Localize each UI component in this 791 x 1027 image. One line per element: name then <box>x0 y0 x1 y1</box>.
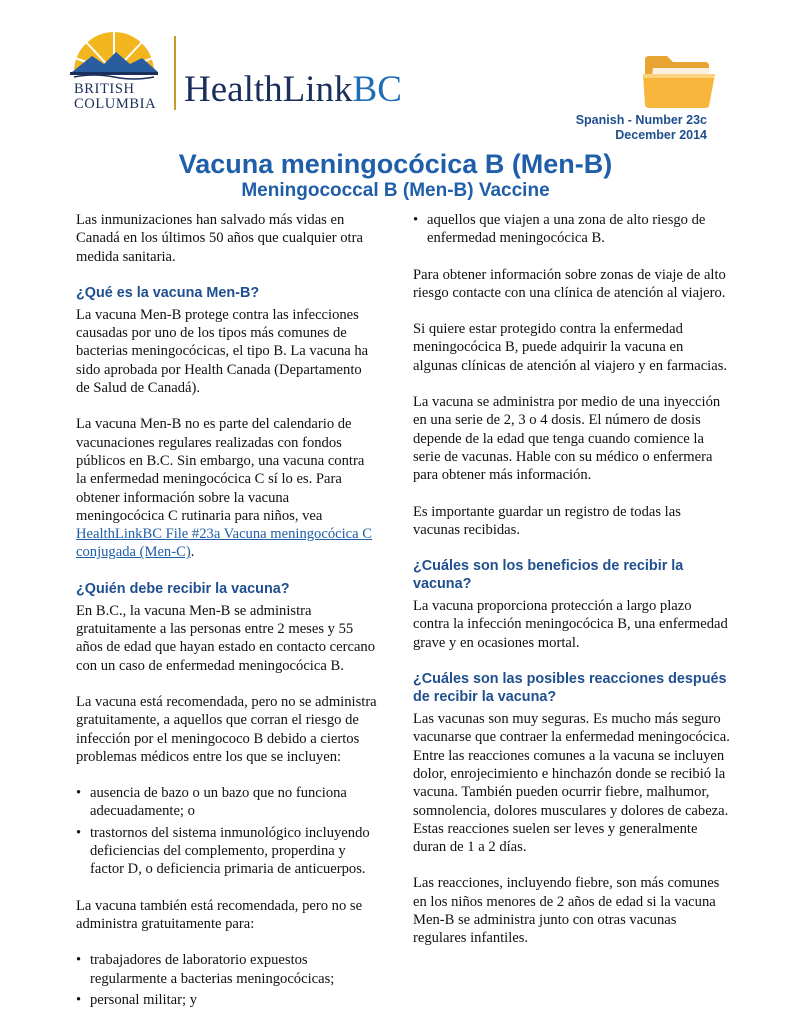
page-header <box>0 0 791 142</box>
file-meta <box>576 113 707 143</box>
list-item: • aquellos que viajen a una zona de alto riesgo de enfermedad meningocócica B. <box>413 211 731 248</box>
heading-what-is: ¿Qué es la vacuna Men-B? <box>76 284 260 301</box>
who-paragraph-2: La vacuna está recomendada, pero no se administra gratuitamente, a aquellos que corran el riesgo de infección por el meningococo B debido a ciertos problemas médicos entre los que se incluyen: <box>76 693 377 765</box>
list-item: • personal militar; y <box>76 991 378 1009</box>
bc-line2: COLUMBIA <box>74 96 157 112</box>
file-date: December 2014 <box>615 128 707 142</box>
what-paragraph-2 <box>76 415 378 561</box>
list-item: • trabajadores de laboratorio expuestos regularmente a bacterias meningocócicas; <box>76 951 378 988</box>
heading-reactions: ¿Cuáles son las posibles reacciones después de recibir la vacuna? <box>413 671 727 706</box>
brand-accent: BC <box>352 69 402 110</box>
healthlinkbc-file-23a-link[interactable]: HealthLinkBC File #23a Vacuna meningocócica C conjugada (Men-C) <box>76 526 372 561</box>
left-column <box>76 211 378 1027</box>
healthlinkbc-wordmark <box>184 70 402 110</box>
bc-sun-mountain-logo <box>66 30 162 82</box>
what-paragraph-2-text: La vacuna Men-B no es parte del calendario de vacunaciones regulares realizadas con fondos públicos en B.C. Sin embargo, una vacuna contra la enfermedad meningocócica C sí lo es. Para obtener información sobre la vacuna meningocócica C rutinaria para niños, vea <box>76 416 365 524</box>
travel-paragraph: Para obtener información sobre zonas de viaje de alto riesgo contacte con una clínica de atención al viajero. <box>413 266 726 301</box>
reactions-paragraph-2: Las reacciones, incluyendo fiebre, son más comunes en los niños menores de 2 años de edad si la vacuna Men-B se administra junto con otras vacunas regulares infantiles. <box>413 875 720 947</box>
list-item: • trastornos del sistema inmunológico incluyendo deficiencias del complemento, properdina y factor D, o deficiencia primaria de anticuerpos. <box>76 824 378 879</box>
benefits-paragraph: La vacuna proporciona protección a largo plazo contra la infección meningocócica B, una enfermedad grave y en ocasiones mortal. <box>413 598 728 651</box>
purchase-paragraph: Si quiere estar protegido contra la enfermedad meningocócica B, puede adquirir la vacuna en algunas clínicas de atención al viajero y en farmacias. <box>413 321 728 374</box>
header-divider <box>174 36 176 110</box>
heading-benefits: ¿Cuáles son los beneficios de recibir la vacuna? <box>413 558 684 593</box>
file-language: Spanish - Number 23c <box>575 113 707 127</box>
dose-paragraph: La vacuna se administra por medio de una inyección en una serie de 2, 3 o 4 dosis. El número de dosis depende de la edad que tenga cuando comience la serie de vacunas. Hable con su médico o enfermera para obtener más información. <box>413 394 721 484</box>
what-paragraph-1: La vacuna Men-B protege contra las infecciones causadas por uno de los tipos más comunes de bacterias meningocócicas, el tipo B. La vacuna ha sido aprobada por Health Canada (Departamento de Salud de Canadá). <box>76 306 369 397</box>
heading-who-should: ¿Quién debe recibir la vacuna? <box>76 580 290 597</box>
record-paragraph: Es importante guardar un registro de todas las vacunas recibidas. <box>413 503 681 538</box>
who-paragraph-3: La vacuna también está recomendada, pero no se administra gratuitamente para: <box>76 897 363 932</box>
brand-main: HealthLink <box>184 69 353 110</box>
recommended-groups-list-continued <box>413 211 731 248</box>
reactions-paragraph-1: Las vacunas son muy seguras. Es mucho más seguro vacunarse que contraer la enfermedad meningocócica. Entre las reacciones comunes a la vacuna se incluyen dolor, enrojecimiento e hinchazón donde se recibió la vacuna. También pueden ocurrir fiebre, malhumor, somnolencia, dolores musculares y dolores de cabeza. Estas reacciones suelen ser leves y generalmente duran de 1 a 2 días. <box>413 711 730 856</box>
medical-conditions-list <box>76 784 378 878</box>
intro-paragraph: Las inmunizaciones han salvado más vidas en Canadá en los últimos 50 años que cualquier otra medida sanitaria. <box>76 212 363 265</box>
bc-wordmark <box>74 82 156 112</box>
recommended-groups-list <box>76 951 378 1009</box>
right-column <box>413 211 731 966</box>
folder-icon <box>639 50 719 112</box>
what-paragraph-2-end: . <box>190 544 195 561</box>
bc-line1: BRITISH <box>74 81 135 97</box>
title-main: Vacuna meningocócica B (Men-B) <box>178 149 613 179</box>
document-title <box>0 148 791 202</box>
title-sub: Meningococcal B (Men-B) Vaccine <box>241 180 550 201</box>
list-item: • ausencia de bazo o un bazo que no funciona adecuadamente; o <box>76 784 378 821</box>
who-paragraph-1: En B.C., la vacuna Men-B se administra gratuitamente a las personas entre 2 meses y 55 años de edad que hayan estado en contacto cercano con un caso de enfermedad meningocócica B. <box>76 602 376 674</box>
